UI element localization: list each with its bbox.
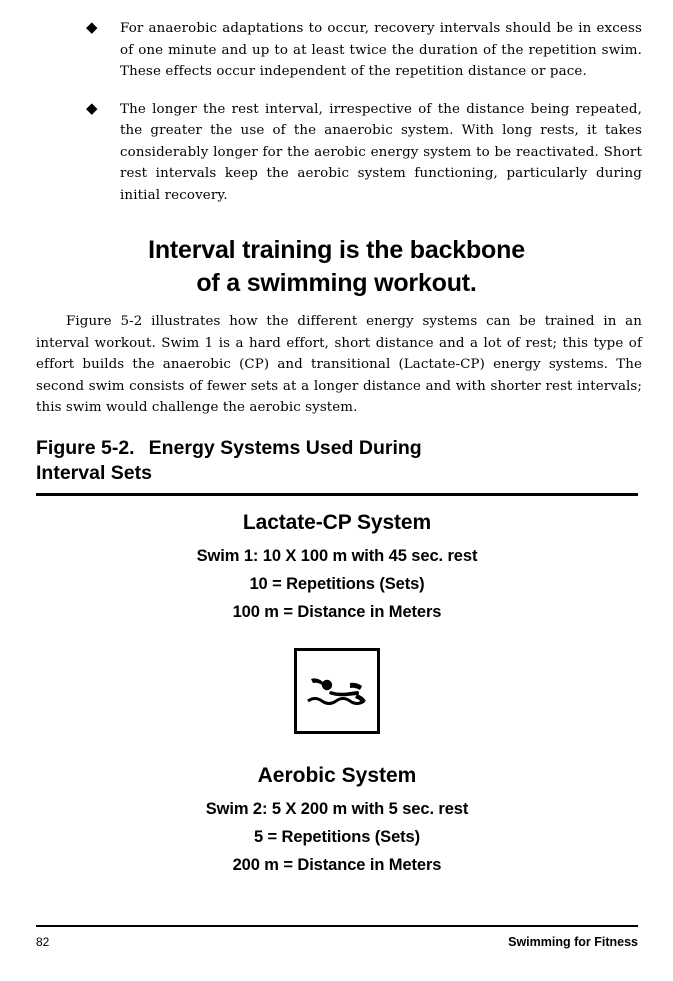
figure-number: Figure 5-2. [36, 437, 135, 459]
aerobic-reps-line: 5 = Repetitions (Sets) [253, 828, 421, 846]
figure-content [36, 511, 638, 875]
lactate-distance-line: 100 m = Distance in Meters [232, 603, 442, 621]
headline-line-1: Interval training is the backbone [148, 236, 525, 264]
figure-icon-container [36, 648, 638, 734]
lactate-system-title: Lactate-CP System [242, 511, 432, 534]
aerobic-distance-line: 200 m = Distance in Meters [232, 856, 442, 874]
headline-line-2: of a swimming workout. [196, 269, 477, 297]
list-item-text: The longer the rest interval, irrespective of the distance being repeated, the greater the use of the anaerobic system. With long rests, it takes considerably longer for the aerobic energy system to be reactivated. Short rest intervals keep the aerobic system functioning, particularly during initial recovery. [120, 101, 642, 203]
list-item [86, 99, 642, 207]
figure-block [36, 493, 638, 875]
page-footer [36, 935, 638, 949]
book-title: Swimming for Fitness [508, 935, 638, 949]
aerobic-system-title: Aerobic System [257, 764, 417, 787]
figure-caption [36, 436, 636, 486]
page-number: 82 [36, 935, 50, 949]
lactate-reps-line: 10 = Repetitions (Sets) [249, 575, 425, 593]
lactate-swim-line: Swim 1: 10 X 100 m with 45 sec. rest [196, 547, 478, 565]
footer-divider [36, 925, 638, 927]
swimmer-icon [294, 648, 380, 734]
bullet-list [86, 18, 642, 222]
figure-caption-line-1: Energy Systems Used During [148, 437, 422, 459]
figure-caption-line-2: Interval Sets [36, 462, 152, 484]
list-item [86, 18, 642, 83]
list-item-text: For anaerobic adaptations to occur, recovery intervals should be in excess of one minute and up to at least twice the duration of the repetition swim. These effects occur independent of the repetition distance or pace. [120, 21, 642, 79]
diamond-bullet-icon: ◆ [86, 100, 98, 117]
section-headline [0, 234, 673, 300]
figure-divider [36, 493, 638, 496]
aerobic-swim-line: Swim 2: 5 X 200 m with 5 sec. rest [205, 800, 469, 818]
diamond-bullet-icon: ◆ [86, 20, 98, 36]
body-paragraph: Figure 5-2 illustrates how the different energy systems can be trained in an interval workout. Swim 1 is a hard effort, short distance and a lot of rest; this type of effort builds the anaerobic (CP) and transitional (Lactate-CP) energy systems. The second swim consists of fewer sets at a longer distance and with shorter rest intervals; this swim would challenge the aerobic system. [36, 314, 642, 415]
